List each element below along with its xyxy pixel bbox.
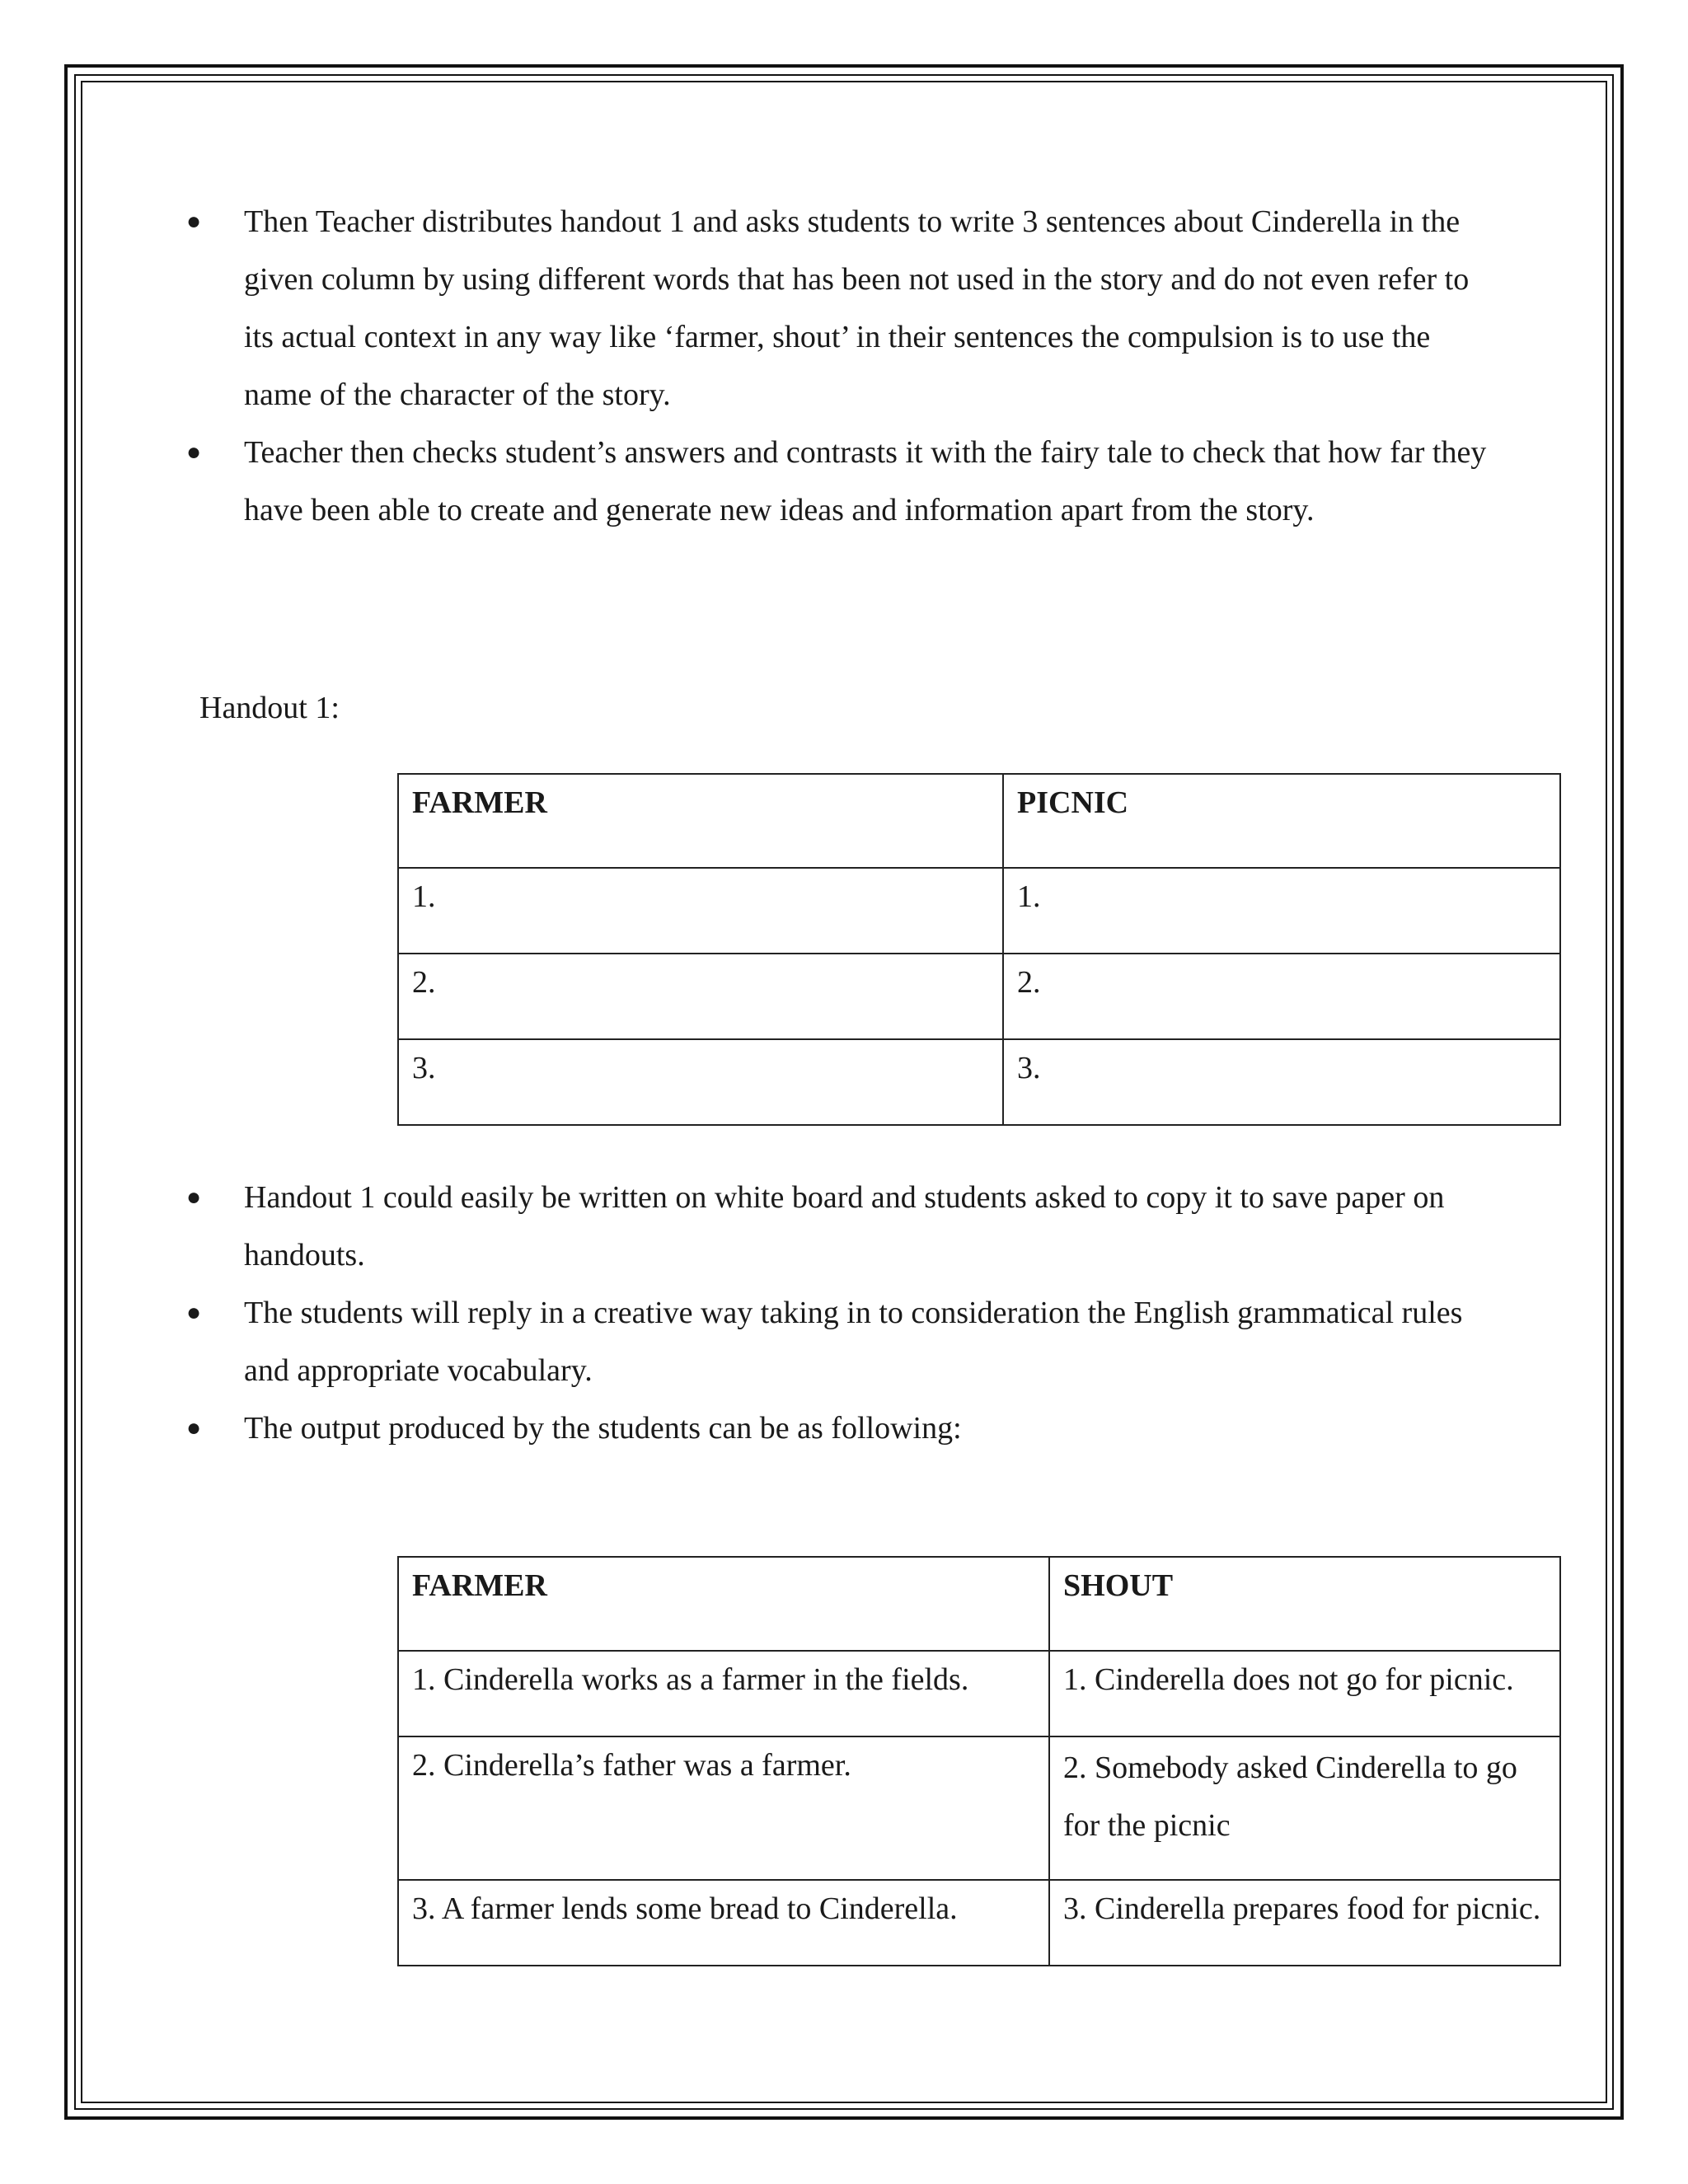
table-row	[398, 868, 1560, 954]
bullet-icon: ●	[186, 1299, 202, 1326]
table-cell: 3. A farmer lends some bread to Cinderella.	[398, 1880, 1049, 1966]
table-row	[398, 954, 1560, 1039]
table-header-row	[398, 774, 1560, 868]
bullet-icon: ●	[186, 1183, 202, 1211]
table-cell: 1. Cinderella does not go for picnic.	[1049, 1651, 1560, 1736]
bullet-icon: ●	[186, 1414, 202, 1441]
table-row	[398, 1651, 1560, 1736]
table-cell: 2. Cinderella’s father was a farmer.	[398, 1736, 1049, 1880]
table-row	[398, 1736, 1560, 1880]
table-header-row	[398, 1557, 1560, 1651]
list-item: ● Then Teacher distributes handout 1 and asks students to write 3 sentences about Cinderella in the given column by using different words that has been not used in the story and do not even refer to its actual context in any way like ‘farmer, shout’ in their sentences the compulsion is to use the name of the character of the story.	[244, 193, 1505, 424]
bullet-icon: ●	[186, 438, 202, 466]
handout-table	[397, 773, 1561, 1126]
table-cell: 2.	[1003, 954, 1560, 1039]
table-cell: 1. Cinderella works as a farmer in the fields.	[398, 1651, 1049, 1736]
list-item: ● The students will reply in a creative way taking in to consideration the English grammatical rules and appropriate vocabulary.	[244, 1284, 1505, 1399]
list-item: ● Teacher then checks student’s answers and contrasts it with the fairy tale to check that how far they have been able to create and generate new ideas and information apart from the story.	[244, 424, 1505, 539]
table-cell: 2. Somebody asked Cinderella to go for the picnic	[1049, 1736, 1560, 1880]
table-header-cell: PICNIC	[1003, 774, 1560, 868]
list-item: ● The output produced by the students can be as following:	[244, 1399, 1505, 1457]
table-header-cell: FARMER	[398, 1557, 1049, 1651]
table-cell: 3.	[398, 1039, 1003, 1125]
bullet-icon: ●	[186, 208, 202, 235]
table-cell: 3.	[1003, 1039, 1560, 1125]
table-cell: 1.	[398, 868, 1003, 954]
table-cell: 1.	[1003, 868, 1560, 954]
table-cell: 2.	[398, 954, 1003, 1039]
table-header-cell: SHOUT	[1049, 1557, 1560, 1651]
instruction-list-top	[186, 193, 1505, 539]
handout-heading: Handout 1:	[199, 691, 340, 725]
table-header-cell: FARMER	[398, 774, 1003, 868]
table-row	[398, 1039, 1560, 1125]
list-item: ● Handout 1 could easily be written on white board and students asked to copy it to save paper on handouts.	[244, 1169, 1505, 1284]
table-row	[398, 1880, 1560, 1966]
instruction-list-bottom	[186, 1169, 1505, 1457]
sample-output-table	[397, 1556, 1561, 1966]
table-cell: 3. Cinderella prepares food for picnic.	[1049, 1880, 1560, 1966]
